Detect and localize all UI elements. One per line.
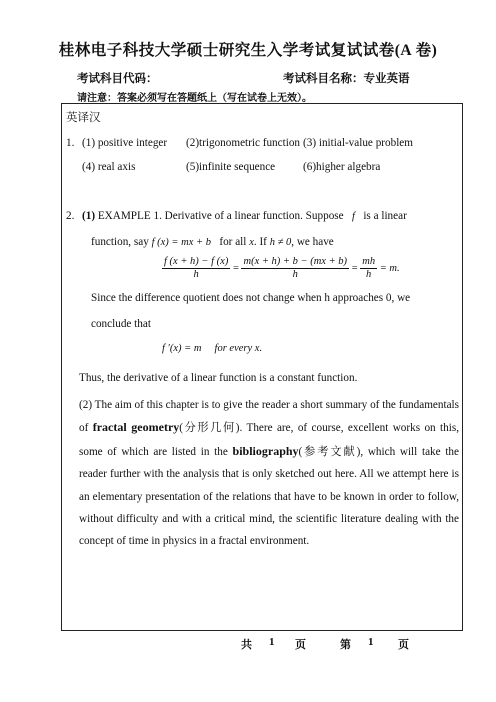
fraction-3-denominator: h: [366, 269, 372, 280]
term-5: (5)infinite sequence: [186, 161, 276, 173]
fraction-2-denominator: h: [292, 269, 298, 280]
term-1: (1) positive integer: [82, 137, 168, 149]
example-text: EXAMPLE 1. Derivative of a linear function. Suppose: [95, 210, 347, 222]
x-symbol: x: [249, 237, 254, 248]
term-3: (3) initial-value problem: [303, 137, 413, 149]
f-symbol: f: [352, 211, 355, 222]
derivative-result: [162, 343, 262, 354]
fraction-2-numerator: m(x + h) + b − (mx + b): [243, 256, 348, 267]
fraction-1-denominator: h: [193, 269, 199, 280]
section-heading: 英译汉: [66, 112, 101, 124]
equals: =: [351, 262, 358, 274]
paragraph-2: [79, 394, 459, 553]
text: . If: [253, 236, 270, 248]
fraction-1-numerator: f (x + h) − f (x): [164, 256, 229, 267]
footer-current-number: 1: [368, 636, 374, 648]
text: function, say: [91, 236, 152, 248]
term-bibliography: bibliography: [232, 443, 299, 458]
term-6: (6)higher algebra: [303, 161, 381, 173]
footer-total: 共: [241, 639, 252, 651]
term-fractal-geometry: fractal geometry: [92, 420, 180, 435]
h-condition: h ≠ 0: [269, 237, 292, 248]
answer-notice: 请注意：答案必须写在答题纸上（写在试卷上无效）。: [77, 93, 312, 104]
text: for all: [216, 236, 250, 248]
linear-function: f (x) = mx + b: [151, 237, 211, 248]
q2-number: 2.: [66, 210, 75, 222]
footer-page-word-2: 页: [398, 639, 409, 651]
equals: =: [232, 262, 239, 274]
paragraph-text: (分形几何). There are, of course, excellent works on this, some of which are listed in the: [79, 422, 459, 458]
footer-total-count: 1: [269, 636, 275, 648]
exam-title: 桂林电子科技大学硕士研究生入学考试复试试卷(A 卷): [58, 42, 438, 59]
for-every-x: for every x.: [214, 343, 263, 354]
q1-number: 1.: [66, 137, 75, 149]
term-4: (4) real axis: [82, 161, 136, 173]
subject-name-label: 考试科目名称：专业英语: [283, 73, 410, 85]
example-text-end: is a linear: [360, 210, 407, 222]
example-line-1: [82, 210, 407, 222]
fraction-3-numerator: mh: [362, 256, 376, 267]
difference-quotient-equation: [162, 256, 400, 281]
paragraph-text: (2) The aim of this chapter is to give the reader a short summary of the fundamentals of: [79, 399, 459, 435]
conclude-line: conclude that: [91, 318, 151, 330]
footer-page-word: 页: [295, 639, 306, 651]
subject-code-label: 考试科目代码：: [77, 73, 158, 85]
conclusion-line: Thus, the derivative of a linear function is a constant function.: [79, 372, 358, 384]
part-1-lead: (1): [82, 210, 96, 222]
term-2: (2)trigonometric function: [186, 137, 301, 149]
equals-m: = m.: [379, 262, 400, 274]
text: , we have: [291, 236, 334, 248]
paragraph-text: (参考文献), which will take the reader further with the analysis that is only sketched out here. All we attempt here is an elementary presentation of the relations that have to be known in order to follow, without difficulty and with a critical mind, the scientific literature dealing with the concept of time in physics in a fractal environment.: [79, 445, 459, 548]
example-line-2: [91, 236, 334, 248]
derivative-equation: f ′(x) = m: [162, 343, 202, 354]
footer-current: 第: [340, 639, 351, 651]
since-line: Since the difference quotient does not change when h approaches 0, we: [91, 292, 411, 304]
